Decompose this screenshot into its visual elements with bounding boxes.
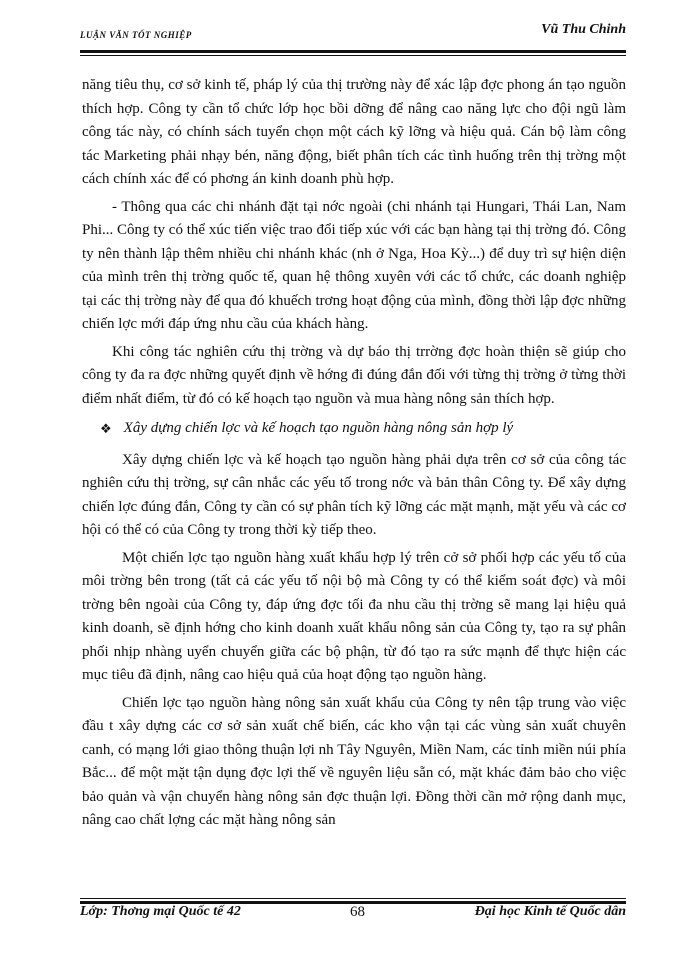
paragraph-4: Xây dựng chiến lợc và kế hoạch tạo nguồn hàng phải dựa trên cơ sở của công tác nghiên cứu thị trờng, sự cân nhắc các yếu tố trong nớc và bản thân Công ty. Để xây dựng chiến lợc đúng đắn, Công ty cần có sự phân tích kỹ lỡng các mặt mạnh, mặt yếu và các cơ hội có thể có của Công ty trong thời kỳ tiếp theo. — [82, 451, 626, 538]
diamond-bullet-icon: ❖ — [100, 421, 112, 436]
footer-university-label: Đại học Kinh tế Quốc dân — [474, 904, 626, 919]
page-footer — [80, 904, 626, 926]
page-header — [80, 20, 626, 46]
header-author-name: Vũ Thu Chinh — [541, 22, 626, 37]
footer-rule-thin — [80, 898, 626, 899]
header-rule-thin — [80, 55, 626, 56]
page-body — [82, 74, 626, 833]
paragraph-5: Một chiến lợc tạo nguồn hàng xuất khẩu hợp lý trên cở sở phối hợp các yếu tố của môi trờng bên trong (tất cả các yếu tố nội bộ mà Công ty có thể kiểm soát đợc) và môi trờng bên ngoài của Công ty, đáp ứng đợc tối đa nhu cầu thị trờng sẽ mang lại hiệu quả kinh doanh, sẽ định hớng cho kinh doanh xuất khẩu nông sản của Công ty, tạo ra sự phân phối nhịp nhàng uyển chuyển giữa các bộ phận, từ đó tạo ra sức mạnh để thực hiện các mục tiêu đã định, nâng cao hiệu quả của hoạt động tạo nguồn hàng. — [82, 549, 626, 683]
paragraph-3: Khi công tác nghiên cứu thị trờng và dự báo thị trrờng đợc hoàn thiện sẽ giúp cho công ty đa ra đợc những quyết định về hớng đi đúng đắn đối với từng thị trờng ở từng thời điểm nhất điểm, từ đó có kế hoạch tạo nguồn và mua hàng nông sản thích hợp. — [82, 343, 626, 407]
section-heading — [100, 417, 626, 441]
paragraph-1: năng tiêu thụ, cơ sở kinh tế, pháp lý của thị trường này để xác lập đợc phong án tạo nguồn thích hợp. Công ty cần tổ chức lớp học bồi dỡng để nâng cao năng lực cho đội ngũ làm công tác này, có chính sách tuyển chọn một cách kỹ lỡng và hiệu quả. Cán bộ làm công tác Marketing phải nhạy bén, năng động, biết phân tích các tình huống trên thị trờng một cách chính xác để có phơng án kinh doanh phù hợp. — [82, 77, 626, 187]
paragraph-6: Chiến lợc tạo nguồn hàng nông sản xuất khẩu của Công ty nên tập trung vào việc đầu t xây dựng các cơ sở sản xuất chế biến, các kho vận tại các vùng sản xuất chuyên canh, có mạng lới giao thông thuận lợi nh Tây Nguyên, Miền Nam, các tỉnh miền núi phía Bắc... để một mặt tận dụng đợc lợi thế về nguyên liệu sẵn có, mặt khác đảm bảo cho việc bảo quản và vận chuyển hàng nông sản đợc thuận lợi. Đồng thời cần mở rộng danh mục, nâng cao chất lợng các mặt hàng nông sản — [82, 694, 626, 828]
footer-class-label: Lớp: Thơng mại Quốc tế 42 — [80, 904, 241, 919]
section-heading-text: Xây dựng chiến lợc và kế hoạch tạo nguồn hàng nông sản hợp lý — [123, 420, 514, 436]
page-number: 68 — [350, 904, 365, 920]
header-thesis-label: LUẬN VĂN TỐT NGHIỆP — [80, 30, 192, 40]
paragraph-2: - Thông qua các chi nhánh đặt tại nớc ngoài (chi nhánh tại Hungari, Thái Lan, Nam Phi... Công ty có thể xúc tiến việc trao đổi tiếp xúc với các bạn hàng tại thị trờng đó. Công ty nên thành lập thêm nhiều chi nhánh khác (nh ở Nga, Hoa Kỳ...) để duy trì sự hiện diện của mình trên thị trờng quốc tế, quan hệ thông xuyên với các tổ chức, các doanh nghiệp tại các thị trờng này để qua đó khuếch trơng hoạt động của mình, đồng thời lập đợc những chiến lợc mới đáp ứng nhu cầu của khách hàng. — [82, 198, 626, 332]
header-rule-thick — [80, 50, 626, 53]
